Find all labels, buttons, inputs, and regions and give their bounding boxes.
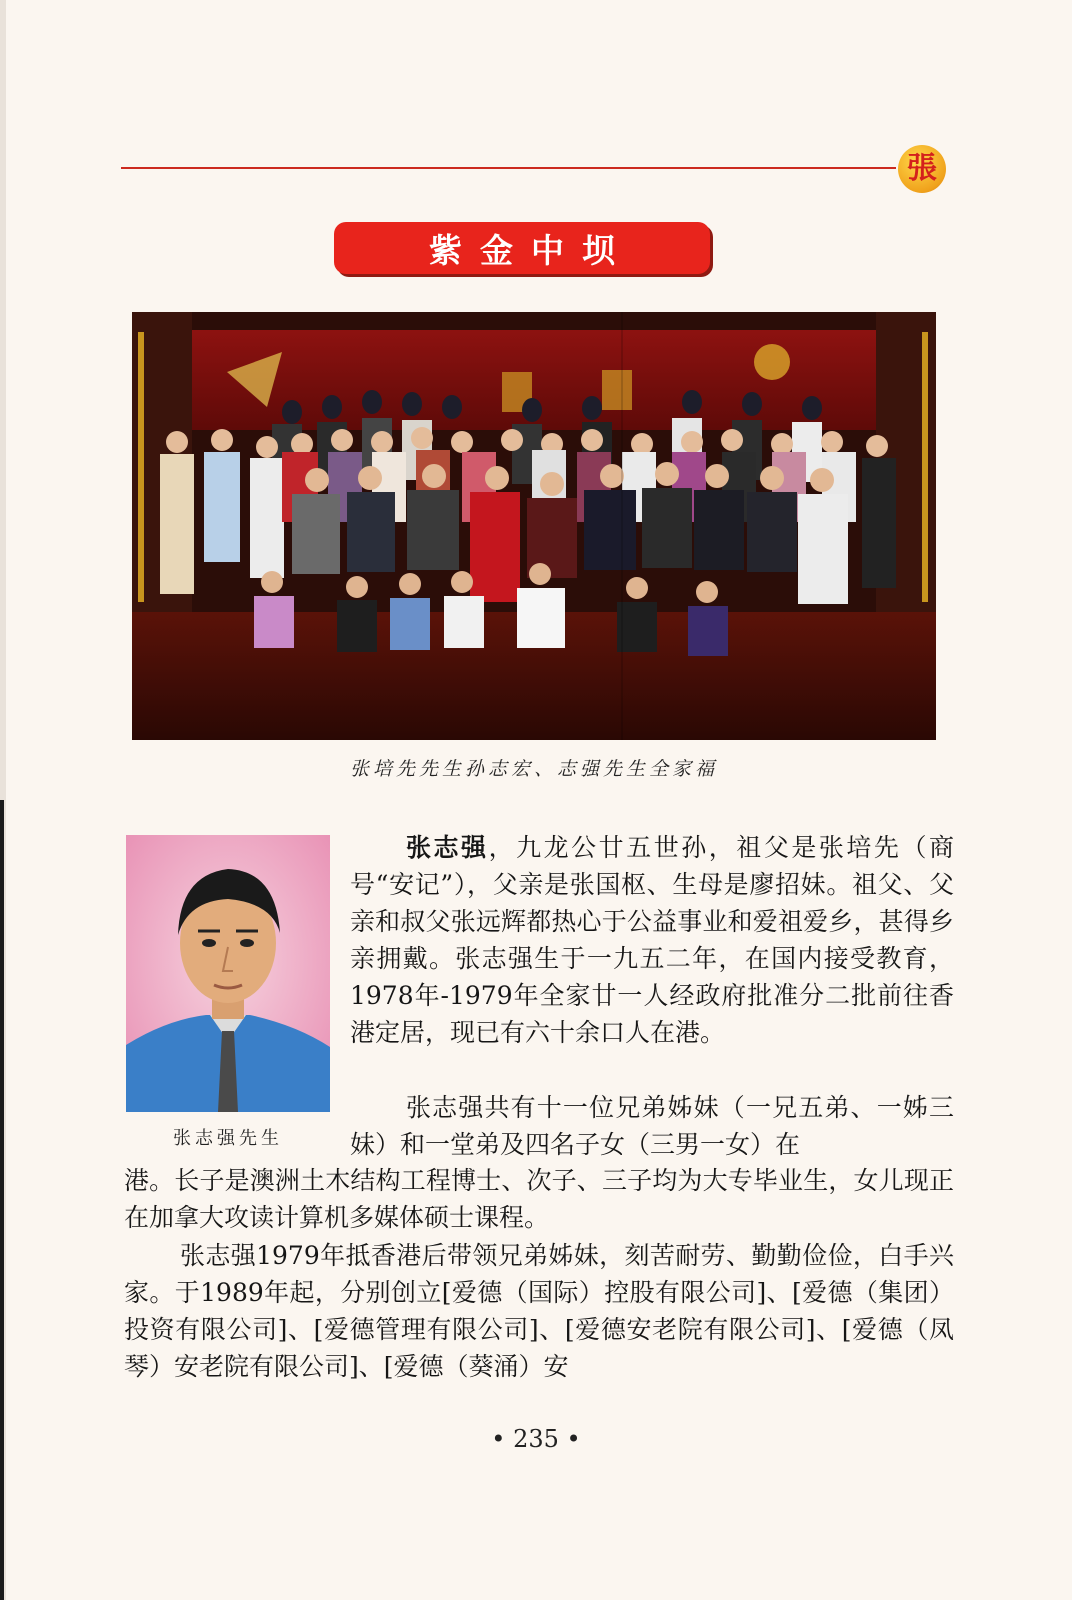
zhang-seal-icon (898, 145, 946, 193)
article-paragraph-2-continued: 港。长子是澳洲土木结构工程博士、次子、三子均为大专毕业生，女儿现正在加拿大攻读计算机多媒体硕士课程。 (124, 1166, 954, 1232)
scan-edge-shadow (0, 800, 4, 1600)
page-number: • 235 • (491, 1425, 581, 1453)
article-paragraph-1 (350, 829, 954, 1051)
group-photo-caption: 张培先先生孙志宏、志强先生全家福 (349, 758, 718, 780)
article-paragraph-2-start: 张志强共有十一位兄弟姊妹（一兄五弟、一姊三妹）和一堂弟及四名子女（三男一女）在 (350, 1093, 954, 1159)
paragraph-1-text: ，九龙公廿五世孙，祖父是张培先（商号“安记”），父亲是张国枢、生母是廖招妹。祖父、父亲和叔父张远辉都热心于公益事业和爱祖爱乡，甚得乡亲拥戴。张志强生于一九五二年，在国内接受教育，1978年-1979年全家廿一人经政府批准分二批前往香港定居，现已有六十余口人在港。 (350, 833, 954, 1047)
article-paragraph-3: 张志强1979年抵香港后带领兄弟姊妹，刻苦耐劳、勤勤俭俭，白手兴家。于1989年起，分别创立[爱德（国际）控股有限公司]、[爱德（集团）投资有限公司]、[爱德管理有限公司]、[爱德安老院有限公司]、[爱德（凤琴）安老院有限公司]、[爱德（葵涌）安 (124, 1241, 954, 1381)
family-group-photo (132, 312, 936, 740)
portrait-caption: 张志强先生 (173, 1128, 283, 1149)
seal-character: 張 (907, 151, 937, 186)
section-title-banner (334, 222, 710, 274)
header-rule (121, 167, 896, 169)
person-name: 张志强 (406, 833, 489, 862)
section-title: 紫金中坝 (429, 230, 633, 270)
zhang-zhiqiang-portrait (126, 835, 330, 1112)
